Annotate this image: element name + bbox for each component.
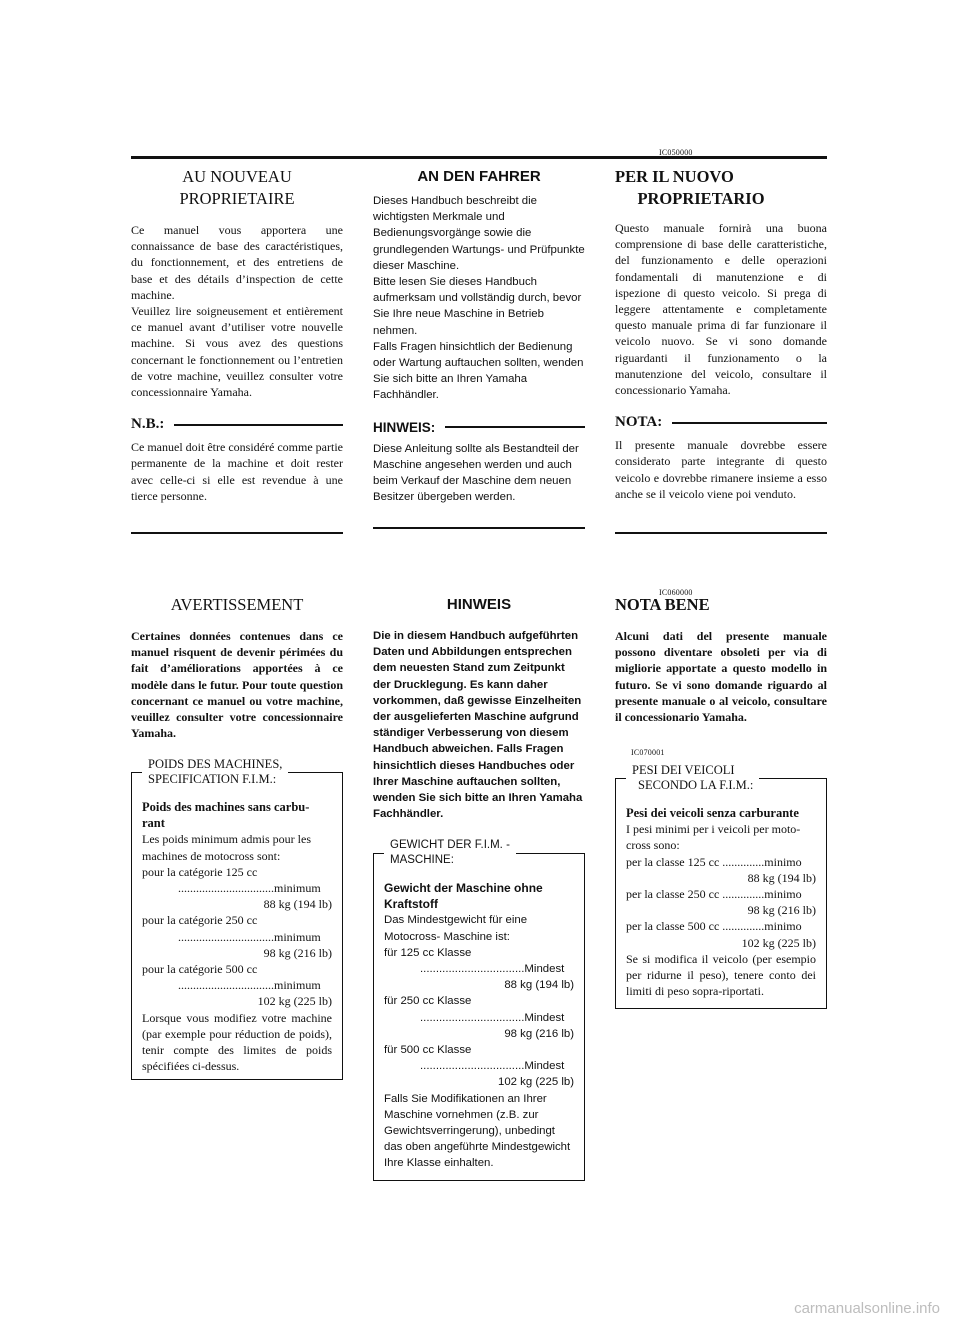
warning-title: HINWEIS [446, 596, 512, 613]
note-heading [373, 420, 585, 435]
note-rule [445, 426, 585, 428]
warning-title: NOTA BENE [615, 595, 710, 614]
box-heading-2: Kraftstoff [384, 897, 438, 912]
box-title [626, 763, 759, 793]
box-line: machines de motocross sont: [142, 848, 281, 863]
french-warning [131, 594, 343, 741]
box-line: Das Mindestgewicht für eine [384, 914, 528, 927]
weight-125: 88 kg (194 lb) [747, 870, 816, 885]
note-heading [615, 414, 827, 431]
note-text: Diese Anleitung sollte als Bestandteil der Maschine angesehen werden und auch beim Verkauf der Maschine dem neuen Besitzer übergeben werden. [373, 442, 579, 504]
box-line: cross sono: [626, 838, 680, 853]
box-title-line2: MASCHINE: [390, 854, 454, 866]
box-heading: Poids des machines sans carbu- [142, 800, 310, 814]
section-end-rule [131, 532, 343, 534]
category-250: für 250 cc Klasse [384, 995, 472, 1008]
weight-250: 98 kg (216 lb) [504, 1027, 574, 1040]
warning-title: AVERTISSEMENT [170, 595, 304, 614]
section-title-line1: PER IL NUOVO [615, 167, 734, 186]
note-rule [672, 422, 827, 424]
section-end-rule [615, 532, 827, 534]
french-intro [131, 166, 343, 504]
german-warning [373, 594, 585, 822]
note-text: Ce manuel doit être considéré comme partie permanente de la machine et doit rester avec celle-ci si elle est revendue à une tierce personne. [131, 440, 343, 503]
fim-weight-box-fr [131, 757, 343, 1080]
min-250: .................................Mindest [420, 1011, 565, 1024]
box-title-line1: PESI DEI VEICOLI [632, 763, 735, 777]
warning-text: Certaines données contenues dans ce manuel risquent de devenir périmées du fait d’améliorations apportées à ce modèle dans le futur. Pour toute question concernant ce manuel ou votre machine, veuillez consulter votre concessionnaire Yamaha. [131, 629, 343, 741]
fim-weight-box-it [615, 763, 827, 1009]
intro-paragraph: Ce manuel vous apportera une connaissance de base des caractéristiques, du fonctionnement, et des entretiens de base et des détails d’inspection de cette machine. [131, 223, 343, 302]
note-rule [174, 424, 343, 426]
note-text: Il presente manuale dovrebbe essere considerato parte integrante di questo veicolo e dovrebbe rimanere insieme a esso anche se il veicolo viene poi venduto. [615, 438, 827, 501]
section-title-line2: PROPRIETARIO [637, 189, 765, 208]
intro-paragraph: Dieses Handbuch beschreibt die wichtigsten Merkmale und Bedienungsvorgänge sowie die grundlegenden Wartungs- und Prüfpunkte dieser Maschine. [373, 195, 585, 272]
italian-warning [615, 594, 827, 725]
section-end-rule [373, 527, 585, 529]
box-line: Les poids minimum admis pour les [142, 832, 311, 847]
box-title-line1: POIDS DES MACHINES, [148, 757, 283, 771]
box-heading: Pesi dei veicoli senza carburante [626, 806, 799, 820]
box-title [142, 757, 288, 787]
min-125: ................................minimum [178, 881, 321, 896]
category-250: per la classe 250 cc ..............minimo [626, 887, 802, 902]
note-label: HINWEIS: [373, 419, 436, 435]
intro-paragraph: Questo manuale fornirà una buona comprensione di base delle caratteristiche, del funzionamento e delle operazioni fondamentali di manutenzione e di ispezione di questo veicolo. Si prega di leggere attentamente e completamente questo manuale prima di far funzionare il veicolo nuovo. Se vi sono domande riguardanti il funzionamento o la manutenzione del veicolo, consultare il concessionario Yamaha. [615, 221, 827, 398]
box-title [384, 838, 516, 868]
category-500: per la classe 500 cc ..............minimo [626, 919, 802, 934]
min-125: .................................Mindest [420, 963, 565, 976]
top-rule [131, 156, 827, 159]
category-250: pour la catégorie 250 cc [142, 913, 258, 928]
category-125: per la classe 125 cc ..............minimo [626, 854, 802, 869]
fim-weight-box-de [373, 839, 585, 1181]
section-title-line2: PROPRIETAIRE [179, 189, 295, 208]
warning-text: Alcuni dati del presente manuale possono diventare obsoleti per via di migliorie apportate a questo modello in futuro. Se vi sono domande riguardo al presente manuale o al veicolo, consultare il concessionario Yamaha. [615, 629, 827, 725]
box-title-line1: GEWICHT DER F.I.M. - [390, 839, 510, 851]
min-500: .................................Mindest [420, 1060, 565, 1073]
box-title-line2: SPECIFICATION F.I.M.: [148, 772, 277, 786]
weight-500: 102 kg (225 lb) [257, 994, 332, 1009]
box-closing-text: Lorsque vous modifiez votre machine (par exemple pour réduction de poids), tenir compte des limites de poids spécifiées ci-dessus. [142, 1010, 332, 1074]
watermark: carmanualsonline.info [794, 1300, 940, 1317]
weight-250: 98 kg (216 lb) [263, 945, 332, 960]
box-heading-2: rant [142, 816, 165, 831]
section-title-line1: AU NOUVEAU [182, 167, 292, 186]
category-125: für 125 cc Klasse [384, 946, 472, 959]
category-500: für 500 cc Klasse [384, 1044, 472, 1057]
box-closing-text: Se si modifica il veicolo (per esempio per ridurne il peso), tenere conto dei limiti di peso sopra-riportati. [626, 951, 816, 999]
weight-500: 102 kg (225 lb) [741, 935, 816, 950]
box-line: I pesi minimi per i veicoli per moto- [626, 822, 801, 837]
warning-text: Die in diesem Handbuch aufgeführten Daten und Abbildungen entsprechen dem neuesten Stand zum Zeitpunkt der Drucklegung. Es kann daher vorkommen, daß gewisse Einzelheiten der ausgelieferten Maschine aufgrund ständiger Verbesserung von diesem Handbuch abweichen. Falls Fragen hinsichtlich dieses Handbuches oder Ihrer Maschine auftauchen sollten, wenden Sie sich bitte an Ihren Yamaha Fachhändler. [373, 630, 583, 821]
note-label: NOTA: [615, 414, 663, 431]
box-heading: Gewicht der Maschine ohne [384, 881, 543, 895]
section-code: IC050000 [659, 148, 693, 157]
category-500: pour la catégorie 500 cc [142, 962, 258, 977]
intro-paragraph-2: Bitte lesen Sie dieses Handbuch aufmerksam und vollständig durch, bevor Sie Ihre neue Maschine in Betrieb nehmen. [373, 276, 582, 337]
note-heading [131, 416, 343, 433]
min-250: ................................minimum [178, 929, 321, 944]
box-closing-text: Falls Sie Modifikationen an Ihrer Maschine vornehmen (z.B. zur Gewichtsverringerung), unbedingt das oben angeführte Mindestgewicht Ihre Klasse einhalten. [384, 1092, 571, 1170]
intro-paragraph-3: Falls Fragen hinsichtlich der Bedienung oder Wartung auftauchen sollten, wenden Sie sich bitte an Ihren Yamaha Fachhändler. [373, 340, 584, 402]
weight-125: 88 kg (194 lb) [263, 897, 332, 912]
german-intro [373, 166, 585, 505]
weight-125: 88 kg (194 lb) [504, 979, 574, 992]
section-title: AN DEN FAHRER [417, 168, 541, 185]
box-line: Motocross- Maschine ist: [384, 930, 510, 943]
note-label: N.B.: [131, 416, 165, 433]
weight-500: 102 kg (225 lb) [498, 1076, 574, 1089]
weight-250: 98 kg (216 lb) [747, 903, 816, 918]
box-title-line2: SECONDO LA F.I.M.: [638, 778, 754, 792]
category-125: pour la catégorie 125 cc [142, 864, 258, 879]
italian-intro [615, 166, 827, 502]
intro-paragraph-2: Veuillez lire soigneusement et entièrement ce manuel avant d’utiliser votre nouvelle machine. Si vous avez des questions concernant le fonctionnement ou l’entretien de votre machine, veuillez consulter votre concessionnaire Yamaha. [131, 304, 343, 400]
min-500: ................................minimum [178, 978, 321, 993]
section-code: IC060000 [659, 588, 693, 597]
section-code: IC070001 [631, 748, 665, 757]
